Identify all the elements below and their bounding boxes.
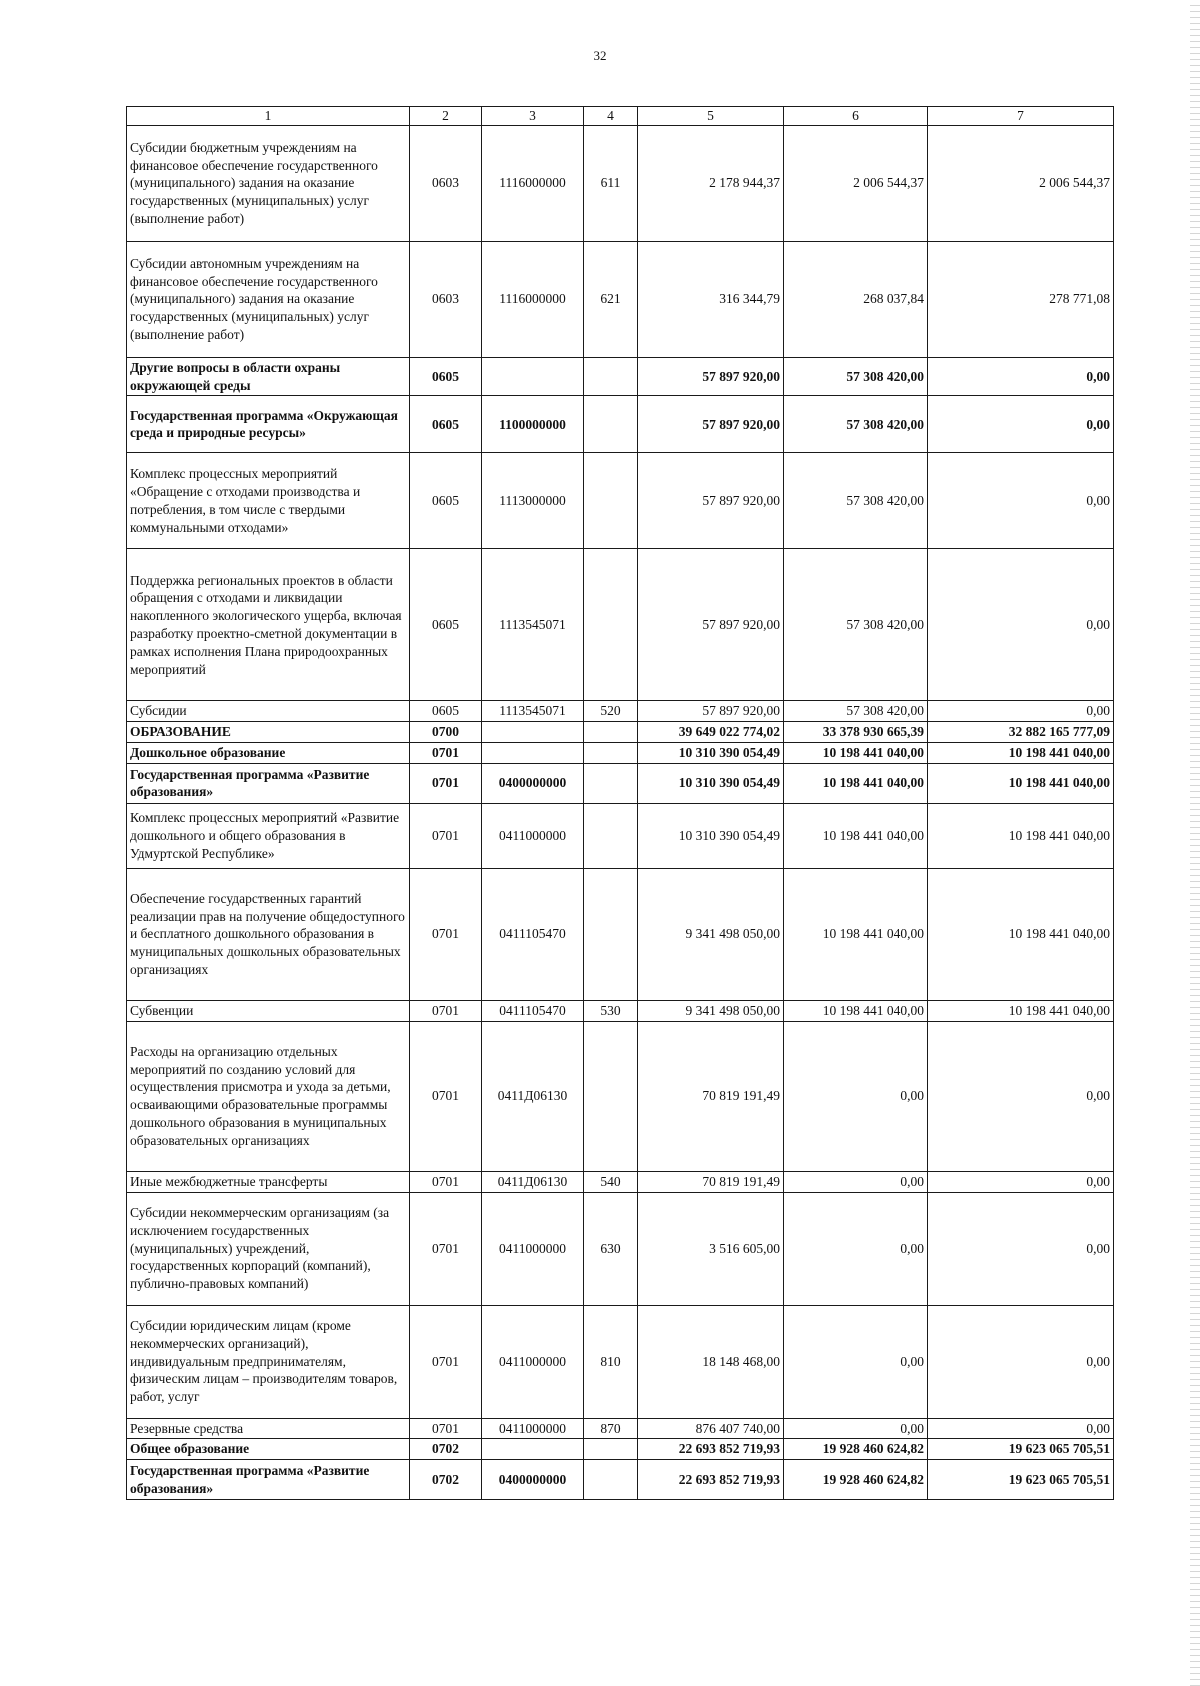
budget-table [126, 106, 1114, 1500]
table-row [127, 357, 1114, 396]
row-sum-col5: 57 897 920,00 [638, 549, 784, 701]
row-section-code: 0702 [410, 1439, 482, 1460]
row-expense-type [584, 1460, 638, 1500]
row-sum-col7: 2 006 544,37 [928, 125, 1114, 241]
row-sum-col5: 70 819 191,49 [638, 1171, 784, 1192]
row-name-cell: Субсидии [127, 701, 410, 722]
table-row [127, 1021, 1114, 1171]
row-target-article: 0411000000 [482, 1192, 584, 1305]
row-target-article: 0400000000 [482, 1460, 584, 1500]
row-expense-type [584, 763, 638, 803]
row-section-code: 0701 [410, 868, 482, 1000]
row-sum-col5: 57 897 920,00 [638, 396, 784, 453]
row-name-cell: Государственная программа «Развитие образования» [127, 1460, 410, 1500]
row-expense-type: 611 [584, 125, 638, 241]
row-sum-col5: 10 310 390 054,49 [638, 743, 784, 764]
table-row [127, 549, 1114, 701]
row-sum-col7: 0,00 [928, 453, 1114, 549]
row-expense-type: 870 [584, 1418, 638, 1439]
row-name-cell: Иные межбюджетные трансферты [127, 1171, 410, 1192]
row-sum-col5: 22 693 852 719,93 [638, 1439, 784, 1460]
row-name-cell: Другие вопросы в области охраны окружающей среды [127, 357, 410, 396]
row-section-code: 0701 [410, 1171, 482, 1192]
row-sum-col7: 10 198 441 040,00 [928, 1000, 1114, 1021]
table-row [127, 1418, 1114, 1439]
row-sum-col6: 268 037,84 [784, 241, 928, 357]
row-name-cell: Государственная программа «Развитие образования» [127, 763, 410, 803]
row-target-article: 1113545071 [482, 549, 584, 701]
page-number: 32 [593, 48, 607, 63]
header-col-2: 2 [410, 107, 482, 126]
row-sum-col5: 10 310 390 054,49 [638, 763, 784, 803]
row-section-code: 0603 [410, 241, 482, 357]
row-sum-col5: 57 897 920,00 [638, 701, 784, 722]
row-sum-col7: 10 198 441 040,00 [928, 803, 1114, 868]
row-sum-col7: 0,00 [928, 1192, 1114, 1305]
row-target-article: 1113000000 [482, 453, 584, 549]
row-name-cell: Субвенции [127, 1000, 410, 1021]
table-row [127, 763, 1114, 803]
row-sum-col5: 22 693 852 719,93 [638, 1460, 784, 1500]
row-expense-type [584, 803, 638, 868]
row-target-article: 0411000000 [482, 1305, 584, 1418]
row-sum-col6: 0,00 [784, 1021, 928, 1171]
table-row [127, 722, 1114, 743]
row-section-code: 0701 [410, 1000, 482, 1021]
row-sum-col7: 0,00 [928, 357, 1114, 396]
row-section-code: 0701 [410, 803, 482, 868]
row-sum-col6: 57 308 420,00 [784, 549, 928, 701]
row-sum-col6: 0,00 [784, 1305, 928, 1418]
table-row [127, 1171, 1114, 1192]
row-sum-col6: 0,00 [784, 1171, 928, 1192]
row-sum-col5: 57 897 920,00 [638, 357, 784, 396]
row-sum-col7: 19 623 065 705,51 [928, 1460, 1114, 1500]
row-target-article: 0411000000 [482, 803, 584, 868]
row-name-cell: Субсидии автономным учреждениям на финансовое обеспечение государственного (муниципального) задания на оказание государственных (муниципальных) услуг (выполнение работ) [127, 241, 410, 357]
row-name-cell: Расходы на организацию отдельных мероприятий по созданию условий для осуществления присмотра и ухода за детьми, осваивающими образовательные программы дошкольного образования в муниципальных образовательных организациях [127, 1021, 410, 1171]
row-sum-col7: 0,00 [928, 1305, 1114, 1418]
row-sum-col6: 57 308 420,00 [784, 453, 928, 549]
row-section-code: 0605 [410, 453, 482, 549]
header-col-4: 4 [584, 107, 638, 126]
row-section-code: 0702 [410, 1460, 482, 1500]
row-sum-col7: 0,00 [928, 396, 1114, 453]
row-target-article: 0411Д06130 [482, 1021, 584, 1171]
table-row [127, 1192, 1114, 1305]
table-row [127, 701, 1114, 722]
scan-edge [1190, 0, 1200, 1686]
table-row [127, 743, 1114, 764]
row-expense-type [584, 1439, 638, 1460]
row-name-cell: ОБРАЗОВАНИЕ [127, 722, 410, 743]
table-row [127, 1000, 1114, 1021]
row-section-code: 0701 [410, 1418, 482, 1439]
row-expense-type [584, 743, 638, 764]
row-sum-col5: 57 897 920,00 [638, 453, 784, 549]
row-sum-col6: 0,00 [784, 1418, 928, 1439]
row-name-cell: Резервные средства [127, 1418, 410, 1439]
row-section-code: 0701 [410, 1021, 482, 1171]
row-section-code: 0700 [410, 722, 482, 743]
row-expense-type: 621 [584, 241, 638, 357]
row-name-cell: Субсидии юридическим лицам (кроме некоммерческих организаций), индивидуальным предпринимателям, физическим лицам – производителям товаров, работ, услуг [127, 1305, 410, 1418]
header-col-7: 7 [928, 107, 1114, 126]
header-col-1: 1 [127, 107, 410, 126]
row-sum-col7: 0,00 [928, 1171, 1114, 1192]
table-row [127, 1439, 1114, 1460]
row-target-article [482, 722, 584, 743]
row-section-code: 0605 [410, 549, 482, 701]
row-target-article: 1113545071 [482, 701, 584, 722]
table-row [127, 453, 1114, 549]
row-sum-col6: 10 198 441 040,00 [784, 803, 928, 868]
row-name-cell: Общее образование [127, 1439, 410, 1460]
row-expense-type [584, 396, 638, 453]
row-sum-col7: 32 882 165 777,09 [928, 722, 1114, 743]
header-col-3: 3 [482, 107, 584, 126]
row-sum-col6: 10 198 441 040,00 [784, 1000, 928, 1021]
row-name-cell: Поддержка региональных проектов в области обращения с отходами и ликвидации накопленного экологического ущерба, включая разработку проектно-сметной документации в рамках исполнения Плана природоохранных мероприятий [127, 549, 410, 701]
row-sum-col6: 10 198 441 040,00 [784, 868, 928, 1000]
row-expense-type [584, 1021, 638, 1171]
row-target-article: 0400000000 [482, 763, 584, 803]
table-row [127, 1460, 1114, 1500]
row-section-code: 0603 [410, 125, 482, 241]
row-sum-col5: 316 344,79 [638, 241, 784, 357]
row-sum-col5: 10 310 390 054,49 [638, 803, 784, 868]
row-target-article: 1100000000 [482, 396, 584, 453]
row-target-article: 0411105470 [482, 1000, 584, 1021]
row-sum-col5: 9 341 498 050,00 [638, 1000, 784, 1021]
row-sum-col6: 19 928 460 624,82 [784, 1439, 928, 1460]
table-row [127, 1305, 1114, 1418]
row-expense-type: 530 [584, 1000, 638, 1021]
row-section-code: 0701 [410, 1305, 482, 1418]
row-sum-col7: 19 623 065 705,51 [928, 1439, 1114, 1460]
row-name-cell: Дошкольное образование [127, 743, 410, 764]
row-expense-type: 630 [584, 1192, 638, 1305]
row-sum-col6: 57 308 420,00 [784, 357, 928, 396]
row-sum-col6: 33 378 930 665,39 [784, 722, 928, 743]
row-expense-type [584, 722, 638, 743]
row-expense-type [584, 453, 638, 549]
row-target-article: 0411Д06130 [482, 1171, 584, 1192]
row-target-article: 0411105470 [482, 868, 584, 1000]
row-sum-col5: 70 819 191,49 [638, 1021, 784, 1171]
row-sum-col6: 2 006 544,37 [784, 125, 928, 241]
row-target-article: 0411000000 [482, 1418, 584, 1439]
row-sum-col5: 39 649 022 774,02 [638, 722, 784, 743]
row-expense-type [584, 868, 638, 1000]
table-row [127, 125, 1114, 241]
row-section-code: 0605 [410, 357, 482, 396]
row-expense-type [584, 549, 638, 701]
row-sum-col5: 9 341 498 050,00 [638, 868, 784, 1000]
row-target-article [482, 743, 584, 764]
table-row [127, 803, 1114, 868]
row-sum-col5: 2 178 944,37 [638, 125, 784, 241]
row-sum-col7: 0,00 [928, 1418, 1114, 1439]
row-sum-col5: 876 407 740,00 [638, 1418, 784, 1439]
row-sum-col6: 0,00 [784, 1192, 928, 1305]
row-sum-col7: 0,00 [928, 701, 1114, 722]
row-name-cell: Государственная программа «Окружающая среда и природные ресурсы» [127, 396, 410, 453]
row-sum-col6: 19 928 460 624,82 [784, 1460, 928, 1500]
row-sum-col7: 278 771,08 [928, 241, 1114, 357]
header-col-6: 6 [784, 107, 928, 126]
row-name-cell: Субсидии некоммерческим организациям (за исключением государственных (муниципальных) учреждений, государственных корпораций (компаний), публично-правовых компаний) [127, 1192, 410, 1305]
row-sum-col6: 10 198 441 040,00 [784, 763, 928, 803]
row-expense-type [584, 357, 638, 396]
row-sum-col5: 3 516 605,00 [638, 1192, 784, 1305]
row-name-cell: Комплекс процессных мероприятий «Развитие дошкольного и общего образования в Удмуртской Республике» [127, 803, 410, 868]
row-name-cell: Комплекс процессных мероприятий «Обращение с отходами производства и потребления, в том числе с твердыми коммунальными отходами» [127, 453, 410, 549]
row-expense-type: 810 [584, 1305, 638, 1418]
row-target-article: 1116000000 [482, 241, 584, 357]
table-row [127, 241, 1114, 357]
row-sum-col7: 0,00 [928, 1021, 1114, 1171]
header-col-5: 5 [638, 107, 784, 126]
row-target-article [482, 1439, 584, 1460]
row-sum-col7: 0,00 [928, 549, 1114, 701]
row-expense-type: 520 [584, 701, 638, 722]
row-sum-col7: 10 198 441 040,00 [928, 743, 1114, 764]
table-header-row [127, 107, 1114, 126]
row-target-article [482, 357, 584, 396]
row-sum-col5: 18 148 468,00 [638, 1305, 784, 1418]
row-section-code: 0701 [410, 1192, 482, 1305]
row-sum-col7: 10 198 441 040,00 [928, 868, 1114, 1000]
table-row [127, 868, 1114, 1000]
row-name-cell: Субсидии бюджетным учреждениям на финансовое обеспечение государственного (муниципального) задания на оказание государственных (муниципальных) услуг (выполнение работ) [127, 125, 410, 241]
table-row [127, 396, 1114, 453]
row-name-cell: Обеспечение государственных гарантий реализации прав на получение общедоступного и бесплатного дошкольного образования в муниципальных дошкольных образовательных организациях [127, 868, 410, 1000]
row-sum-col6: 57 308 420,00 [784, 396, 928, 453]
row-expense-type: 540 [584, 1171, 638, 1192]
row-target-article: 1116000000 [482, 125, 584, 241]
row-sum-col6: 57 308 420,00 [784, 701, 928, 722]
row-section-code: 0605 [410, 396, 482, 453]
row-section-code: 0701 [410, 763, 482, 803]
row-section-code: 0605 [410, 701, 482, 722]
row-sum-col7: 10 198 441 040,00 [928, 763, 1114, 803]
row-section-code: 0701 [410, 743, 482, 764]
row-sum-col6: 10 198 441 040,00 [784, 743, 928, 764]
